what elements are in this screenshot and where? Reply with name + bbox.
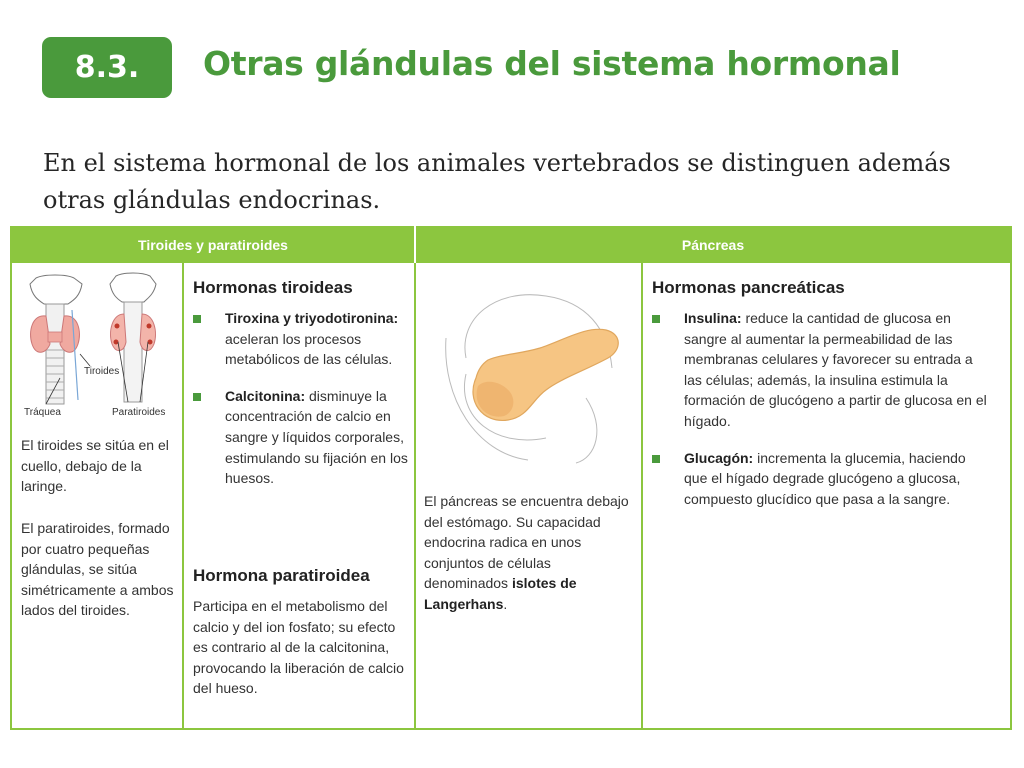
list-item <box>652 448 992 510</box>
pancreas-description-text: El páncreas se encuentra debajo del estómago. Su capacidad endocrina radica en unos conjuntos de células denominados <box>424 493 629 592</box>
label-traquea: Tráquea <box>24 407 61 418</box>
pancreas-description-end: . <box>503 595 508 612</box>
hormone-effect: reduce la cantidad de glucosa en sangre al aumentar la permeabilidad de las membranas celulares y favorecer su entrada a las células; además, la insulina estimula la formación de glucógeno a partir de glucosa en el hígado. <box>684 310 987 429</box>
hormone-name: Glucagón: <box>684 449 754 466</box>
parathyroid-hormone-heading: Hormona paratiroidea <box>193 566 370 585</box>
list-item <box>193 308 409 370</box>
thyroid-hormones-heading: Hormonas tiroideas <box>193 278 353 297</box>
parathyroid-gland <box>147 324 152 329</box>
list-item <box>193 386 409 489</box>
section-number-badge: 8.3. <box>42 37 172 98</box>
thyroid-left-lobe <box>31 316 50 352</box>
label-paratiroides: Paratiroides <box>112 407 166 418</box>
hormone-name: Calcitonina: <box>225 387 306 404</box>
trachea <box>46 304 64 404</box>
thyroid-illustration <box>16 270 180 420</box>
parathyroid-hormone-text: Participa en el metabolismo del calcio y del ion fosfato; su efecto es contrario al de la calcitonina, provocando la liberación de calcio del hueso. <box>193 598 404 697</box>
parathyroid-gland <box>114 340 119 345</box>
pancreas-illustration <box>436 278 632 468</box>
hormone-effect: aceleran los procesos metabólicos de las células. <box>225 330 393 368</box>
column-divider <box>414 263 416 728</box>
trachea-rear <box>124 302 142 402</box>
pancreas-description <box>424 491 634 615</box>
header-pancreas: Páncreas <box>681 236 745 253</box>
pancreatic-hormones-list <box>652 308 992 525</box>
thyroid-right-lobe <box>60 316 79 352</box>
parathyroid-gland <box>148 340 153 345</box>
hormone-effect: disminuye la concentración de calcio en sangre y líquidos corporales, estimulando su fijación en los huesos. <box>225 387 408 487</box>
hormone-effect: incrementa la glucemia, haciendo que el hígado degrade glucógeno a glucosa, compuesto glucídico que pasa a la sangre. <box>684 449 966 507</box>
pancreatic-hormones-heading: Hormonas pancreáticas <box>652 278 845 297</box>
label-tiroides: Tiroides <box>84 366 120 377</box>
hormone-name: Insulina: <box>684 310 742 326</box>
parathyroid-gland <box>115 324 120 329</box>
header-thyroid: Tiroides y paratiroides <box>138 236 288 253</box>
thyroid-hormones-list <box>193 308 409 505</box>
intestine-outline <box>576 398 597 463</box>
larynx-rear-outline <box>110 273 156 302</box>
intro-paragraph: En el sistema hormonal de los animales vertebrados se distinguen además otras glándulas endocrinas. <box>43 149 951 214</box>
page-title: Otras glándulas del sistema hormonal <box>203 44 901 83</box>
larynx-outline <box>30 275 82 304</box>
table-header <box>12 226 1010 263</box>
column-divider <box>182 263 184 728</box>
list-item <box>652 308 992 432</box>
hormone-name: Tiroxina y triyodotironina: <box>225 310 399 326</box>
thyroid-description: El tiroides se sitúa en el cuello, debajo de la laringe. <box>21 437 169 495</box>
thyroid-isthmus <box>48 332 62 342</box>
parathyroid-description: El paratiroides, formado por cuatro pequeñas glándulas, se sitúa simétricamente a ambos lados del tiroides. <box>21 520 174 619</box>
glands-table <box>10 226 1012 730</box>
column-divider <box>641 263 643 728</box>
islets-term: islotes de Langerhans <box>424 575 577 612</box>
